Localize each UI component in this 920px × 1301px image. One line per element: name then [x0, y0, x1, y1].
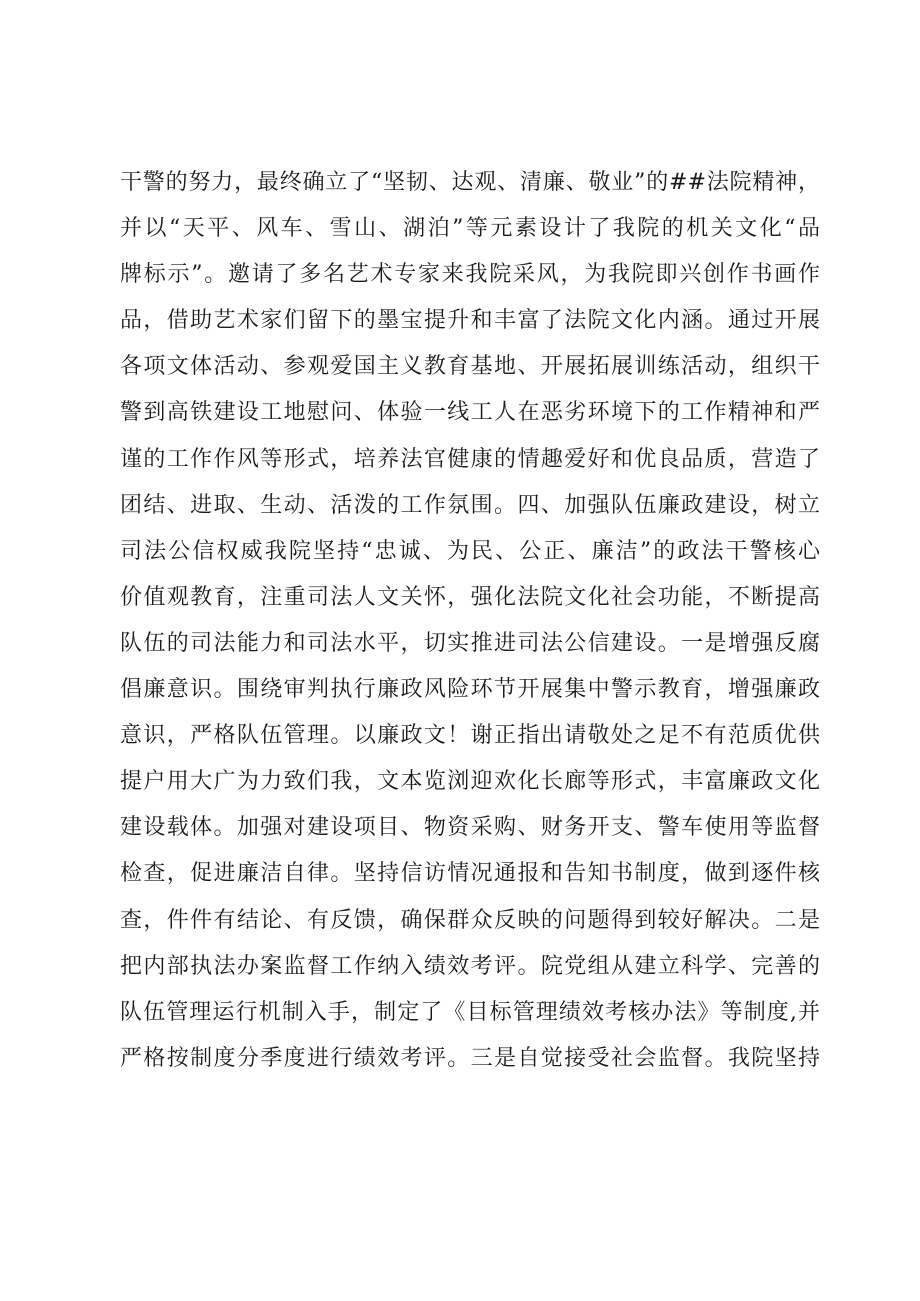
text-line-4: 品，借助艺术家们留下的墨宝提升和丰富了法院文化内涵。通过开展: [120, 308, 820, 334]
text-line-18: 把内部执法办案监督工作纳入绩效考评。院党组从建立科学、完善的: [120, 953, 820, 979]
text-line-14: 提户用大广为力致们我，文本览浏迎欢化长廊等形式，丰富廉政文化: [120, 769, 820, 795]
text-line-7: 谨的工作作风等形式，培养法官健康的情趣爱好和优良品质，营造了: [120, 446, 820, 472]
text-line-13: 意识，严格队伍管理。以廉政文！谢正指出请敬处之足不有范质优供: [120, 723, 820, 749]
text-line-2: 并以“天平、风车、雪山、湖泊”等元素设计了我院的机关文化“品: [120, 216, 820, 242]
text-line-12: 倡廉意识。围绕审判执行廉政风险环节开展集中警示教育，增强廉政: [120, 677, 820, 703]
text-line-15: 建设载体。加强对建设项目、物资采购、财务开支、警车使用等监督: [120, 815, 820, 841]
text-line-5: 各项文体活动、参观爱国主义教育基地、开展拓展训练活动，组织干: [120, 354, 820, 380]
text-line-9: 司法公信权威我院坚持“忠诚、为民、公正、廉洁”的政法干警核心: [120, 538, 820, 564]
text-line-8: 团结、进取、生动、活泼的工作氛围。四、加强队伍廉政建设，树立: [120, 492, 820, 518]
text-line-6: 警到高铁建设工地慰问、体验一线工人在恶劣环境下的工作精神和严: [120, 400, 820, 426]
text-line-16: 检查，促进廉洁自律。坚持信访情况通报和告知书制度，做到逐件核: [120, 861, 820, 887]
text-line-10: 价值观教育，注重司法人文关怀，强化法院文化社会功能，不断提高: [120, 584, 820, 610]
body-text: [120, 160, 820, 1082]
text-line-19: 队伍管理运行机制入手，制定了《目标管理绩效考核办法》等制度,并: [120, 999, 820, 1025]
text-line-11: 队伍的司法能力和司法水平，切实推进司法公信建设。一是增强反腐: [120, 630, 820, 656]
text-line-1: 干警的努力，最终确立了“坚韧、达观、清廉、敬业”的##法院精神，: [120, 170, 820, 195]
text-line-3: 牌标示”。邀请了多名艺术专家来我院采风，为我院即兴创作书画作: [120, 262, 820, 288]
text-line-17: 查，件件有结论、有反馈，确保群众反映的问题得到较好解决。二是: [120, 907, 820, 933]
text-line-20: 严格按制度分季度进行绩效考评。三是自觉接受社会监督。我院坚持: [120, 1045, 820, 1071]
